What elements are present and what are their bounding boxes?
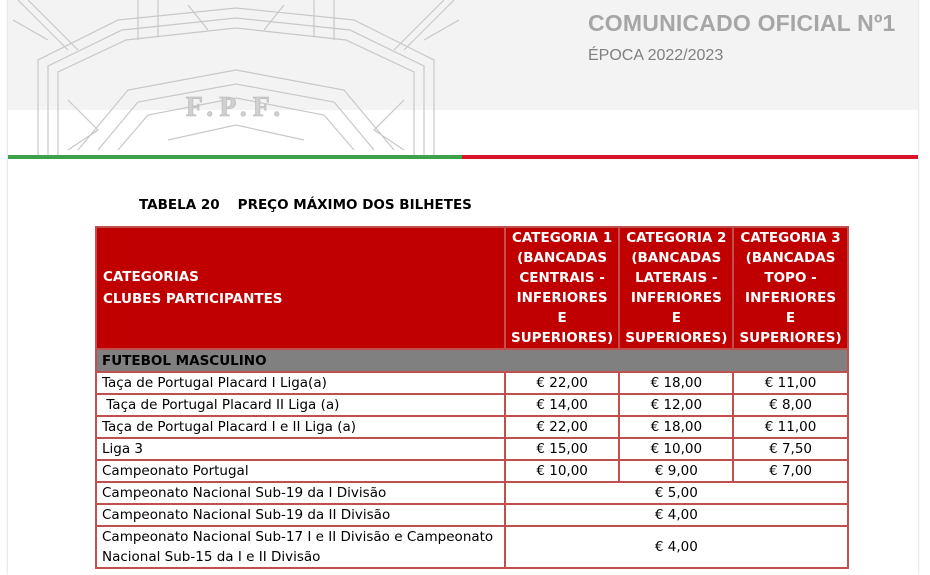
section-label: FUTEBOL MASCULINO xyxy=(96,349,848,372)
row-price-all: € 4,00 xyxy=(505,526,848,568)
header-cat3-line: SUPERIORES) xyxy=(739,330,842,346)
table-row xyxy=(96,372,848,394)
row-price-all: € 4,00 xyxy=(505,504,848,526)
table-row xyxy=(96,438,848,460)
row-price-cat1: € 14,00 xyxy=(505,394,619,416)
header-cat2-line: LATERAIS - xyxy=(635,270,718,286)
section-row xyxy=(96,349,848,372)
fpf-logo xyxy=(8,0,464,158)
table-row xyxy=(96,416,848,438)
row-price-cat2: € 12,00 xyxy=(619,394,733,416)
header-cat1-line: SUPERIORES) xyxy=(511,330,614,346)
row-price-cat2: € 9,00 xyxy=(619,460,733,482)
row-price-cat1: € 10,00 xyxy=(505,460,619,482)
table-row xyxy=(96,504,848,526)
row-category-line1: Campeonato Nacional Sub-17 I e II Divisão e Campeonato xyxy=(102,529,494,545)
row-category: Liga 3 xyxy=(96,438,505,460)
row-price-cat3: € 8,00 xyxy=(733,394,847,416)
header-cat2-line: SUPERIORES) xyxy=(625,330,728,346)
header-cat3-line: CATEGORIA 3 xyxy=(740,230,841,246)
table-header-row xyxy=(96,227,848,349)
header-cat1-line: CENTRAIS - xyxy=(519,270,605,286)
red-rule xyxy=(462,155,918,159)
table-row xyxy=(96,394,848,416)
header-cat1-line: INFERIORES E xyxy=(516,290,608,326)
row-price-cat1: € 15,00 xyxy=(505,438,619,460)
row-category: Campeonato Portugal xyxy=(96,460,505,482)
row-price-cat3: € 11,00 xyxy=(733,416,847,438)
header-cat1-line: (BANCADAS xyxy=(517,250,608,266)
row-price-cat2: € 18,00 xyxy=(619,416,733,438)
row-price-cat2: € 10,00 xyxy=(619,438,733,460)
row-price-cat3: € 7,50 xyxy=(733,438,847,460)
header-cat3-line: TOPO - xyxy=(764,270,817,286)
header-cat3-line: INFERIORES E xyxy=(745,290,837,326)
row-price-cat3: € 11,00 xyxy=(733,372,847,394)
row-category: Taça de Portugal Placard II Liga (a) xyxy=(96,394,505,416)
header-category-2 xyxy=(619,227,733,349)
row-category-line2: Nacional Sub-15 da I e II Divisão xyxy=(102,549,321,565)
header-cat2-line: INFERIORES E xyxy=(630,290,722,326)
ticket-price-table xyxy=(95,226,849,569)
row-category: Taça de Portugal Placard I e II Liga (a) xyxy=(96,416,505,438)
table-row xyxy=(96,526,848,568)
row-category: Taça de Portugal Placard I Liga(a) xyxy=(96,372,505,394)
table-row xyxy=(96,460,848,482)
row-price-cat1: € 22,00 xyxy=(505,416,619,438)
header-cat1-line: CATEGORIA 1 xyxy=(511,230,613,246)
header-category-1 xyxy=(505,227,619,349)
header-category-3 xyxy=(733,227,847,349)
logo-lettering: F.P.F. xyxy=(185,92,287,123)
header-cat3-line: (BANCADAS xyxy=(745,250,836,266)
table-caption-title: PREÇO MÁXIMO DOS BILHETES xyxy=(237,197,472,213)
header-cat2-line: CATEGORIA 2 xyxy=(626,230,727,246)
document-page xyxy=(8,0,918,575)
row-category: Campeonato Nacional Sub-19 da I Divisão xyxy=(96,482,505,504)
page-subtitle: ÉPOCA 2022/2023 xyxy=(588,47,724,64)
green-rule xyxy=(8,155,462,159)
row-price-cat1: € 22,00 xyxy=(505,372,619,394)
table-row xyxy=(96,482,848,504)
row-price-cat2: € 18,00 xyxy=(619,372,733,394)
row-price-cat3: € 7,00 xyxy=(733,460,847,482)
header-categories-line1: CATEGORIAS xyxy=(103,269,199,285)
row-category: Campeonato Nacional Sub-19 da II Divisão xyxy=(96,504,505,526)
row-category xyxy=(96,526,505,568)
header-categories-line2: CLUBES PARTICIPANTES xyxy=(103,291,283,307)
table-caption xyxy=(139,197,472,213)
row-price-all: € 5,00 xyxy=(505,482,848,504)
header-categories xyxy=(96,227,505,349)
header-cat2-line: (BANCADAS xyxy=(631,250,722,266)
table-number: TABELA 20 xyxy=(139,197,220,213)
page-title: COMUNICADO OFICIAL Nº1 xyxy=(588,10,896,36)
